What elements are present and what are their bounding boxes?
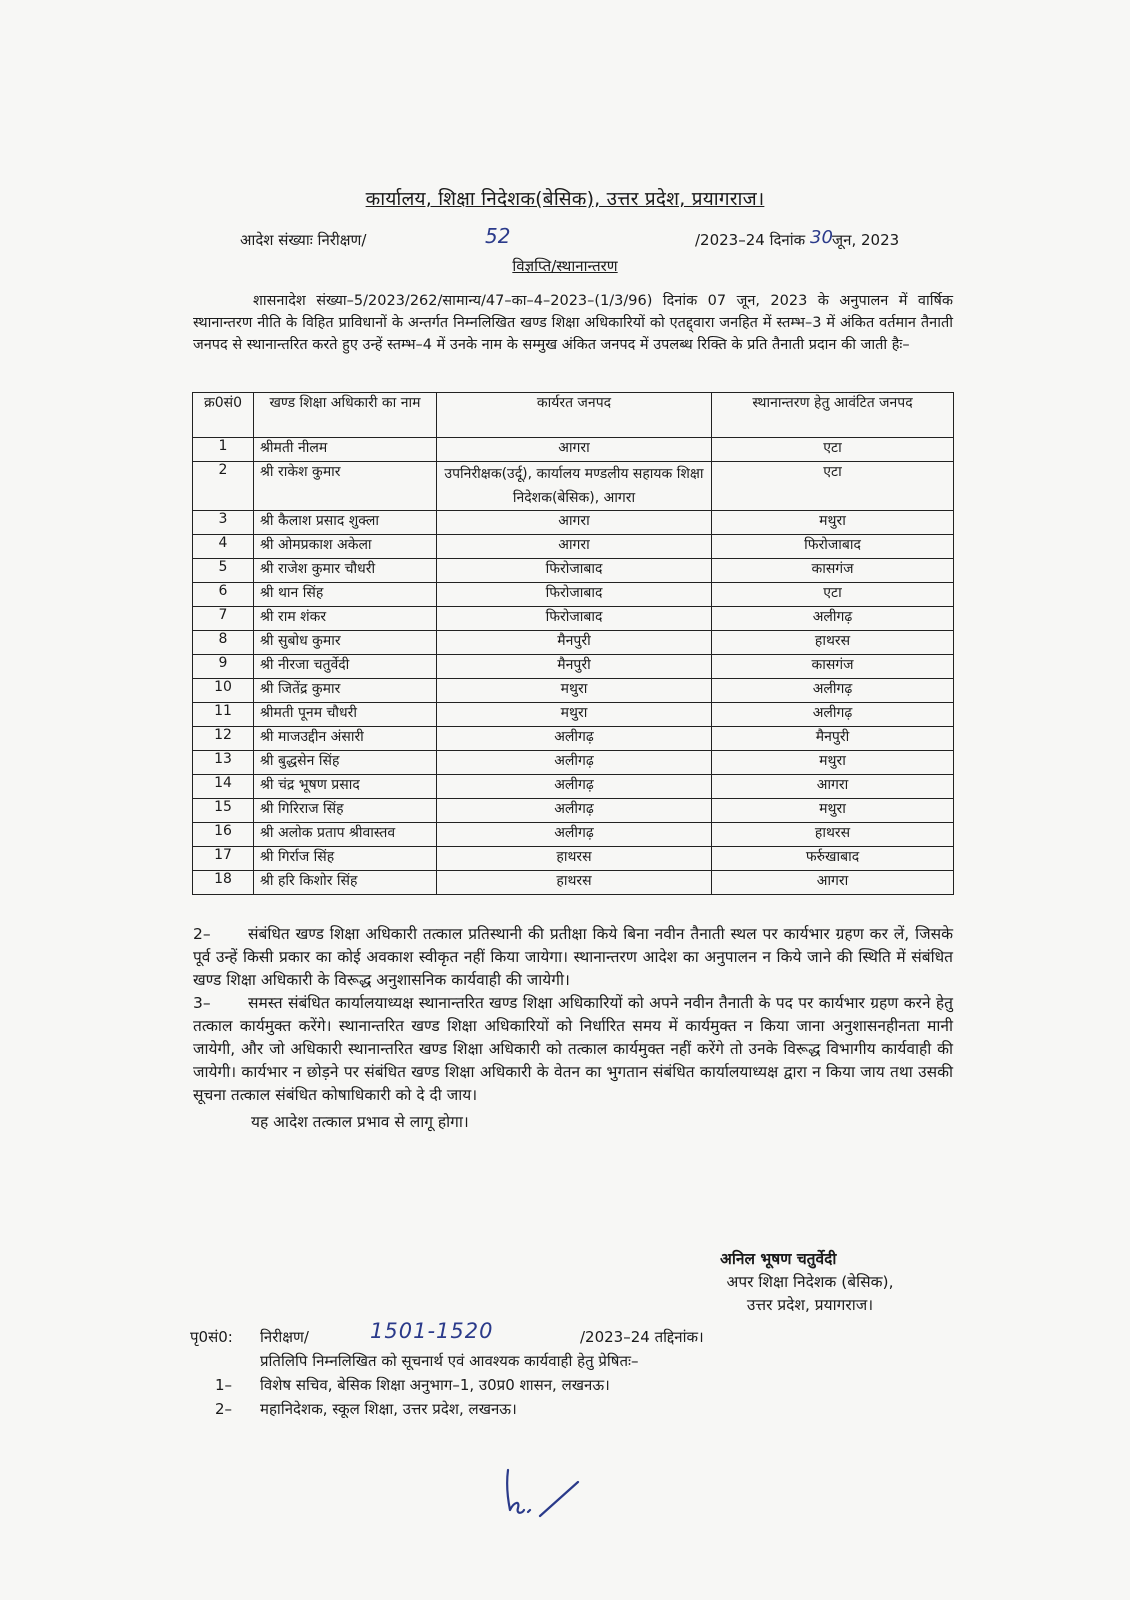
name-cell: श्री गिर्राज सिंह [254,847,437,871]
intro-paragraph: शासनादेश संख्या–5/2023/262/सामान्य/47–का–4–2023–(1/3/96) दिनांक 07 जून, 2023 के अनुपालन में वार्षिक स्थानान्तरण नीति के विहित प्राविधानों के अन्तर्गत निम्नलिखित खण्ड शिक्षा अधिकारियों को एतद्द्वारा जनहित में स्तम्भ–3 में अंकित वर्तमान तैनाती जनपद से स्थानान्तरित करते हुए उन्हें स्तम्भ–4 में उनके नाम के सम्मुख अंकित जनपद में उपलब्ध रिक्ति के प्रति तैनाती प्रदान की जाती हैः– [193,293,953,353]
table-row [193,535,954,559]
name-cell: श्री चंद्र भूषण प्रसाद [254,775,437,799]
header-allotted-district: स्थानान्तरण हेतु आवंटित जनपद [712,393,954,438]
current-district-cell: आगरा [437,535,712,559]
serial-cell: 12 [193,727,254,751]
serial-cell: 16 [193,823,254,847]
paragraph-2-number: 2– [193,925,211,943]
serial-cell: 3 [193,511,254,535]
signatory-name: अनिल भूषण चतुर्वेदी [720,1250,837,1268]
name-cell: श्री कैलाश प्रसाद शुक्ला [254,511,437,535]
table-row [193,631,954,655]
serial-cell: 18 [193,871,254,895]
current-district-cell: मैनपुरी [437,631,712,655]
allotted-district-cell: हाथरस [712,631,954,655]
name-cell: श्री राकेश कुमार [254,462,437,511]
current-district-cell: मथुरा [437,679,712,703]
effect-statement: यह आदेश तत्काल प्रभाव से लागू होगा। [251,1113,469,1131]
office-title: कार्यालय, शिक्षा निदेशक(बेसिक), उत्तर प्रदेश, प्रयागराज। [365,188,765,210]
current-district-cell: आगरा [437,438,712,462]
current-district-cell: मथुरा [437,703,712,727]
name-cell: श्री ओमप्रकाश अकेला [254,535,437,559]
allotted-district-cell: कासगंज [712,559,954,583]
paragraph-3-number: 3– [193,994,211,1012]
endorsement-ref: निरीक्षण/ [260,1328,309,1346]
table-row [193,751,954,775]
current-district-cell: फिरोजाबाद [437,607,712,631]
table-row [193,511,954,535]
table-row [193,727,954,751]
paragraph-2-text: संबंधित खण्ड शिक्षा अधिकारी तत्काल प्रतिस्थानी की प्रतीक्षा किये बिना नवीन तैनाती स्थल पर कार्यभार ग्रहण कर लें, जिसके पूर्व उन्हें किसी प्रकार का कोई अवकाश स्वीकृत नहीं किया जायेगा। स्थानान्तरण आदेश का अनुपालन न किये जाने की स्थिति में संबंधित खण्ड शिक्षा अधिकारी के विरूद्ध अनुशासनिक कार्यवाही की जायेगी। [193,925,953,989]
current-district-cell: अलीगढ़ [437,727,712,751]
order-number-handwritten: 52 [485,224,511,248]
table-row [193,847,954,871]
table-row [193,607,954,631]
serial-cell: 5 [193,559,254,583]
allotted-district-cell: मथुरा [712,799,954,823]
serial-cell: 11 [193,703,254,727]
table-row [193,871,954,895]
allotted-district-cell: आगरा [712,871,954,895]
allotted-district-cell: अलीगढ़ [712,607,954,631]
endorsement-number-line [190,1319,950,1349]
serial-cell: 17 [193,847,254,871]
current-district-cell: हाथरस [437,871,712,895]
serial-cell: 8 [193,631,254,655]
allotted-district-cell: फिरोजाबाद [712,535,954,559]
allotted-district-cell: एटा [712,438,954,462]
order-date-tail: जून, 2023 [832,231,900,249]
header-serial: क्र0सं0 [193,393,254,438]
table-row [193,775,954,799]
name-cell: श्री थान सिंह [254,583,437,607]
table-row [193,679,954,703]
current-district-cell: आगरा [437,511,712,535]
name-cell: श्री बुद्धसेन सिंह [254,751,437,775]
serial-cell: 6 [193,583,254,607]
header-officer-name: खण्ड शिक्षा अधिकारी का नाम [254,393,437,438]
table-row [193,462,954,511]
current-district-cell: हाथरस [437,847,712,871]
allotted-district-cell: हाथरस [712,823,954,847]
order-day-handwritten: 30 [810,227,833,248]
table-row [193,438,954,462]
allotted-district-cell: एटा [712,583,954,607]
allotted-district-cell: एटा [712,462,954,511]
allotted-district-cell: फर्रुखाबाद [712,847,954,871]
serial-cell: 15 [193,799,254,823]
endorsement-year: /2023–24 तद्दिनांक। [580,1328,704,1346]
name-cell: श्री गिरिराज सिंह [254,799,437,823]
table-row [193,559,954,583]
serial-cell: 9 [193,655,254,679]
table-row [193,799,954,823]
name-cell: श्री नीरजा चतुर्वेदी [254,655,437,679]
order-label: आदेश संख्याः निरीक्षण/ [240,231,367,249]
current-district-cell: अलीगढ़ [437,775,712,799]
paragraph-3-text: समस्त संबंधित कार्यालयाध्यक्ष स्थानान्तरित खण्ड शिक्षा अधिकारियों को अपने नवीन तैनाती के पद पर कार्यभार ग्रहण करने हेतु तत्काल कार्यमुक्त करेंगे। स्थानान्तरित खण्ड शिक्षा अधिकारियों को निर्धारित समय में कार्यमुक्त न किया जाना अनुशासनहीनता मानी जायेगी, और जो अधिकारी स्थानान्तरित खण्ड शिक्षा अधिकारी को तत्काल कार्यमुक्त नहीं करेंगे तो उनके विरूद्ध विभागीय कार्यवाही की जायेगी। कार्यभार न छोड़ने पर संबंधित खण्ड शिक्षा अधिकारी के वेतन का भुगतान संबंधित कार्यालयाध्यक्ष द्वारा न किया जाय तथा उसकी सूचना तत्काल संबंधित कोषाधिकारी को दे दी जाय। [193,994,953,1104]
allotted-district-cell: कासगंज [712,655,954,679]
current-district-cell: अलीगढ़ [437,799,712,823]
current-district-cell: फिरोजाबाद [437,559,712,583]
handwritten-signature [500,1460,590,1520]
serial-cell: 7 [193,607,254,631]
table-row [193,703,954,727]
name-cell: श्री सुबोध कुमार [254,631,437,655]
allotted-district-cell: मथुरा [712,511,954,535]
serial-cell: 14 [193,775,254,799]
name-cell: श्री जितेंद्र कुमार [254,679,437,703]
allotted-district-cell: मथुरा [712,751,954,775]
name-cell: श्री माजउद्दीन अंसारी [254,727,437,751]
table-row [193,583,954,607]
current-district-cell: फिरोजाबाद [437,583,712,607]
endorsement-block [190,1319,950,1421]
copy-to-text: प्रतिलिपि निम्नलिखित को सूचनार्थ एवं आवश्यक कार्यवाही हेतु प्रेषितः– [260,1352,639,1370]
body-paragraphs [193,923,953,1134]
serial-cell: 4 [193,535,254,559]
recipient-item [190,1373,950,1397]
signatory-block [680,1248,940,1317]
recipient-number: 1– [215,1376,233,1394]
name-cell: श्रीमती नीलम [254,438,437,462]
table-row [193,823,954,847]
name-cell: श्री राजेश कुमार चौधरी [254,559,437,583]
table-header-row [193,393,954,438]
current-district-cell: अलीगढ़ [437,823,712,847]
allotted-district-cell: अलीगढ़ [712,703,954,727]
order-year: /2023–24 दिनांक [695,231,806,249]
allotted-district-cell: आगरा [712,775,954,799]
header-current-district: कार्यरत जनपद [437,393,712,438]
current-district-cell: अलीगढ़ [437,751,712,775]
name-cell: श्री राम शंकर [254,607,437,631]
signatory-location: उत्तर प्रदेश, प्रयागराज। [746,1296,874,1314]
serial-cell: 2 [193,462,254,511]
transfer-table [192,392,954,895]
serial-cell: 1 [193,438,254,462]
paragraph-3 [193,992,953,1107]
recipient-item [190,1397,950,1421]
name-cell: श्री हरि किशोर सिंह [254,871,437,895]
paragraph-2 [193,923,953,992]
recipient-text: विशेष सचिव, बेसिक शिक्षा अनुभाग–1, उ0प्र0 शासन, लखनऊ। [260,1376,610,1394]
current-district-cell: मैनपुरी [437,655,712,679]
allotted-district-cell: अलीगढ़ [712,679,954,703]
order-number-line [240,224,920,256]
name-cell: श्री अलोक प्रताप श्रीवास्तव [254,823,437,847]
signatory-designation: अपर शिक्षा निदेशक (बेसिक), [726,1273,894,1291]
table-row [193,655,954,679]
serial-cell: 10 [193,679,254,703]
subject-heading: विज्ञप्ति/स्थानान्तरण [512,257,618,275]
recipient-number: 2– [215,1400,233,1418]
current-district-cell: उपनिरीक्षक(उर्दू), कार्यालय मण्डलीय सहायक शिक्षा निदेशक(बेसिक), आगरा [437,462,712,511]
endorsement-label: पृ0सं0: [190,1328,233,1346]
endorsement-range-handwritten: 1501-1520 [370,1319,494,1343]
name-cell: श्रीमती पूनम चौधरी [254,703,437,727]
serial-cell: 13 [193,751,254,775]
allotted-district-cell: मैनपुरी [712,727,954,751]
recipient-text: महानिदेशक, स्कूल शिक्षा, उत्तर प्रदेश, लखनऊ। [260,1400,517,1418]
